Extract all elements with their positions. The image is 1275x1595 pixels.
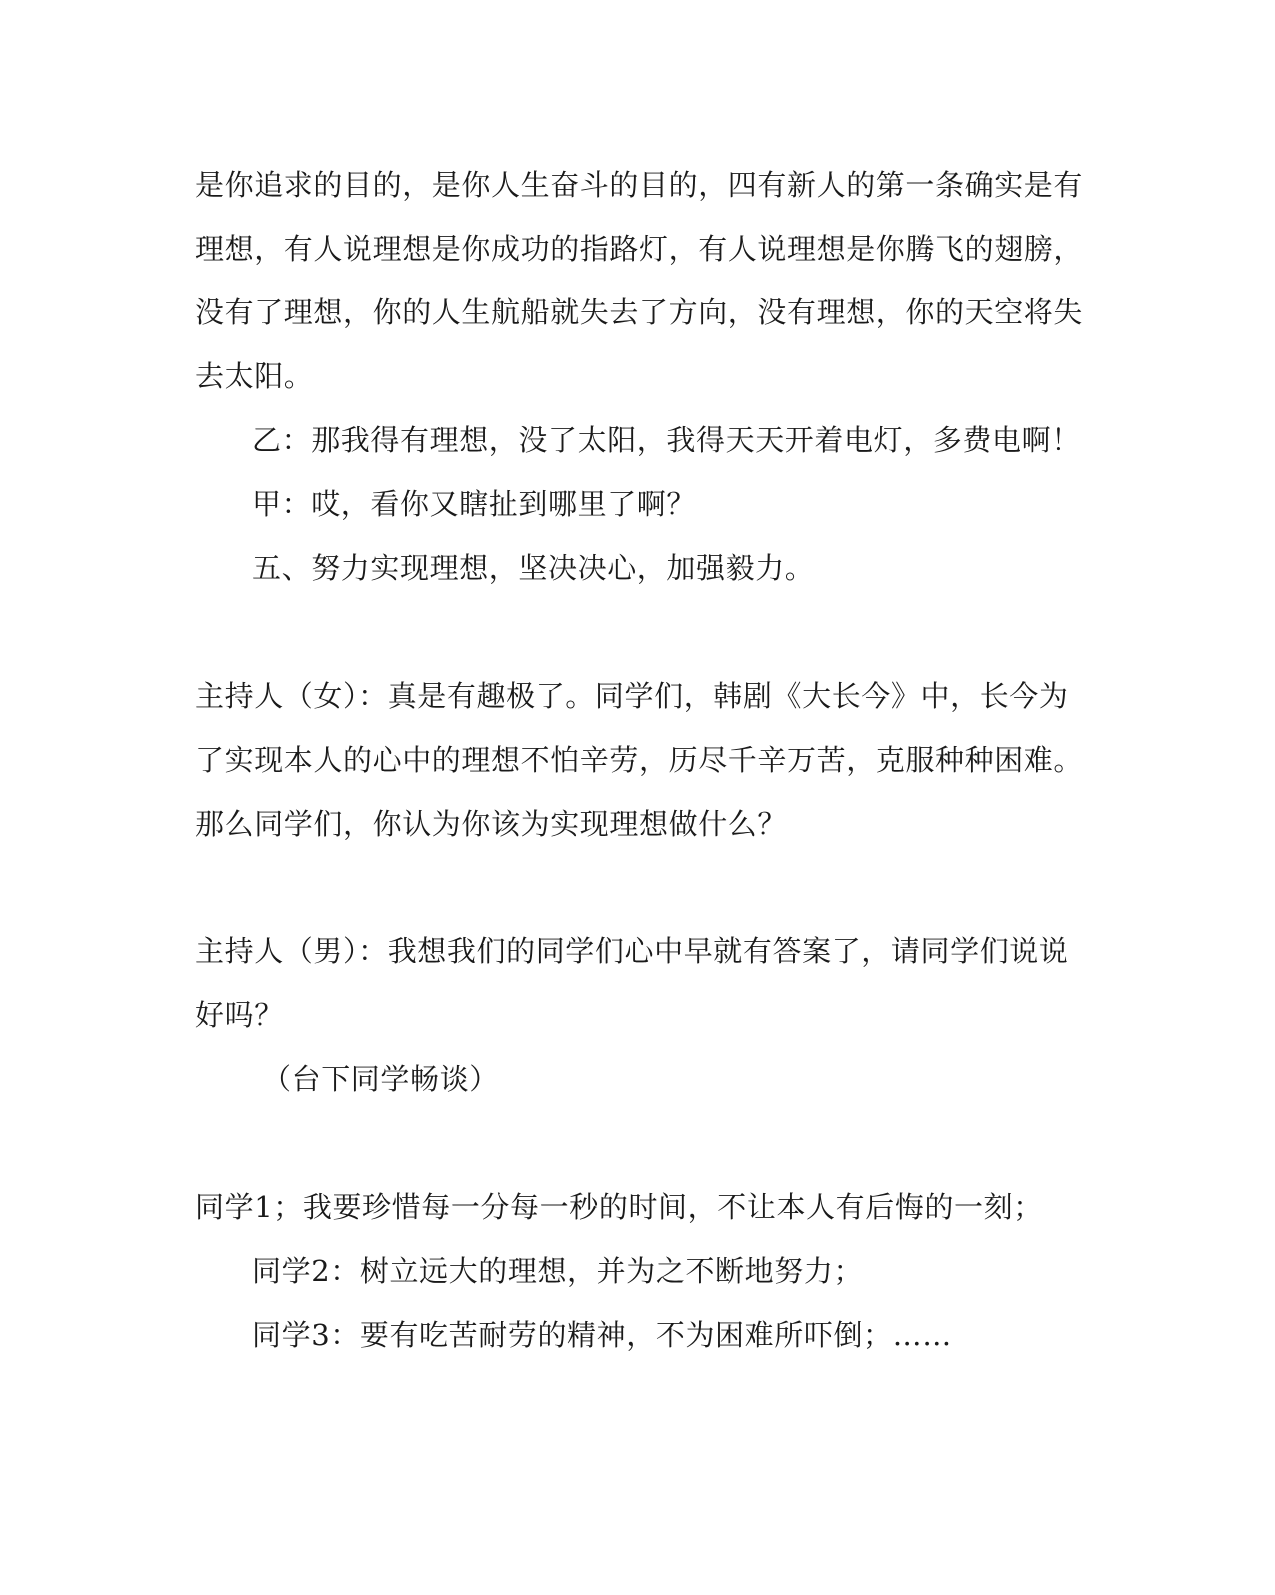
host-female-line-1: 主持人（女）：真是有趣极了。同学们，韩剧《大长今》中，长今为 [195, 679, 1069, 713]
paragraph-1-line-1: 是你追求的目的，是你人生奋斗的目的，四有新人的第一条确实是有 [195, 168, 1084, 202]
paragraph-1-line-3: 没有了理想，你的人生航船就失去了方向，没有理想，你的天空将失 [195, 295, 1084, 329]
host-male-line-1: 主持人（男）：我想我们的同学们心中早就有答案了，请同学们说说 [195, 934, 1069, 968]
student-3-line: 同学3：要有吃苦耐劳的精神，不为困难所吓倒；…… [252, 1318, 952, 1352]
section-heading-five: 五、努力实现理想，坚决决心，加强毅力。 [252, 551, 815, 585]
paragraph-1-line-2: 理想，有人说理想是你成功的指路灯，有人说理想是你腾飞的翅膀， [195, 232, 1084, 266]
host-male-line-2: 好吗？ [195, 998, 284, 1032]
dialogue-jia: 甲：哎，看你又瞎扯到哪里了啊？ [252, 487, 697, 521]
host-female-line-2: 了实现本人的心中的理想不怕辛劳，历尽千辛万苦，克服种种困难。 [195, 743, 1084, 777]
paragraph-1-line-4: 去太阳。 [195, 359, 314, 393]
stage-direction: （台下同学畅谈） [262, 1062, 499, 1096]
host-female-line-3: 那么同学们，你认为你该为实现理想做什么？ [195, 807, 788, 841]
student-1-line: 同学1；我要珍惜每一分每一秒的时间，不让本人有后悔的一刻； [195, 1190, 1043, 1224]
student-2-line: 同学2：树立远大的理想，并为之不断地努力； [252, 1254, 864, 1288]
dialogue-yi: 乙：那我得有理想，没了太阳，我得天天开着电灯，多费电啊！ [252, 423, 1081, 457]
